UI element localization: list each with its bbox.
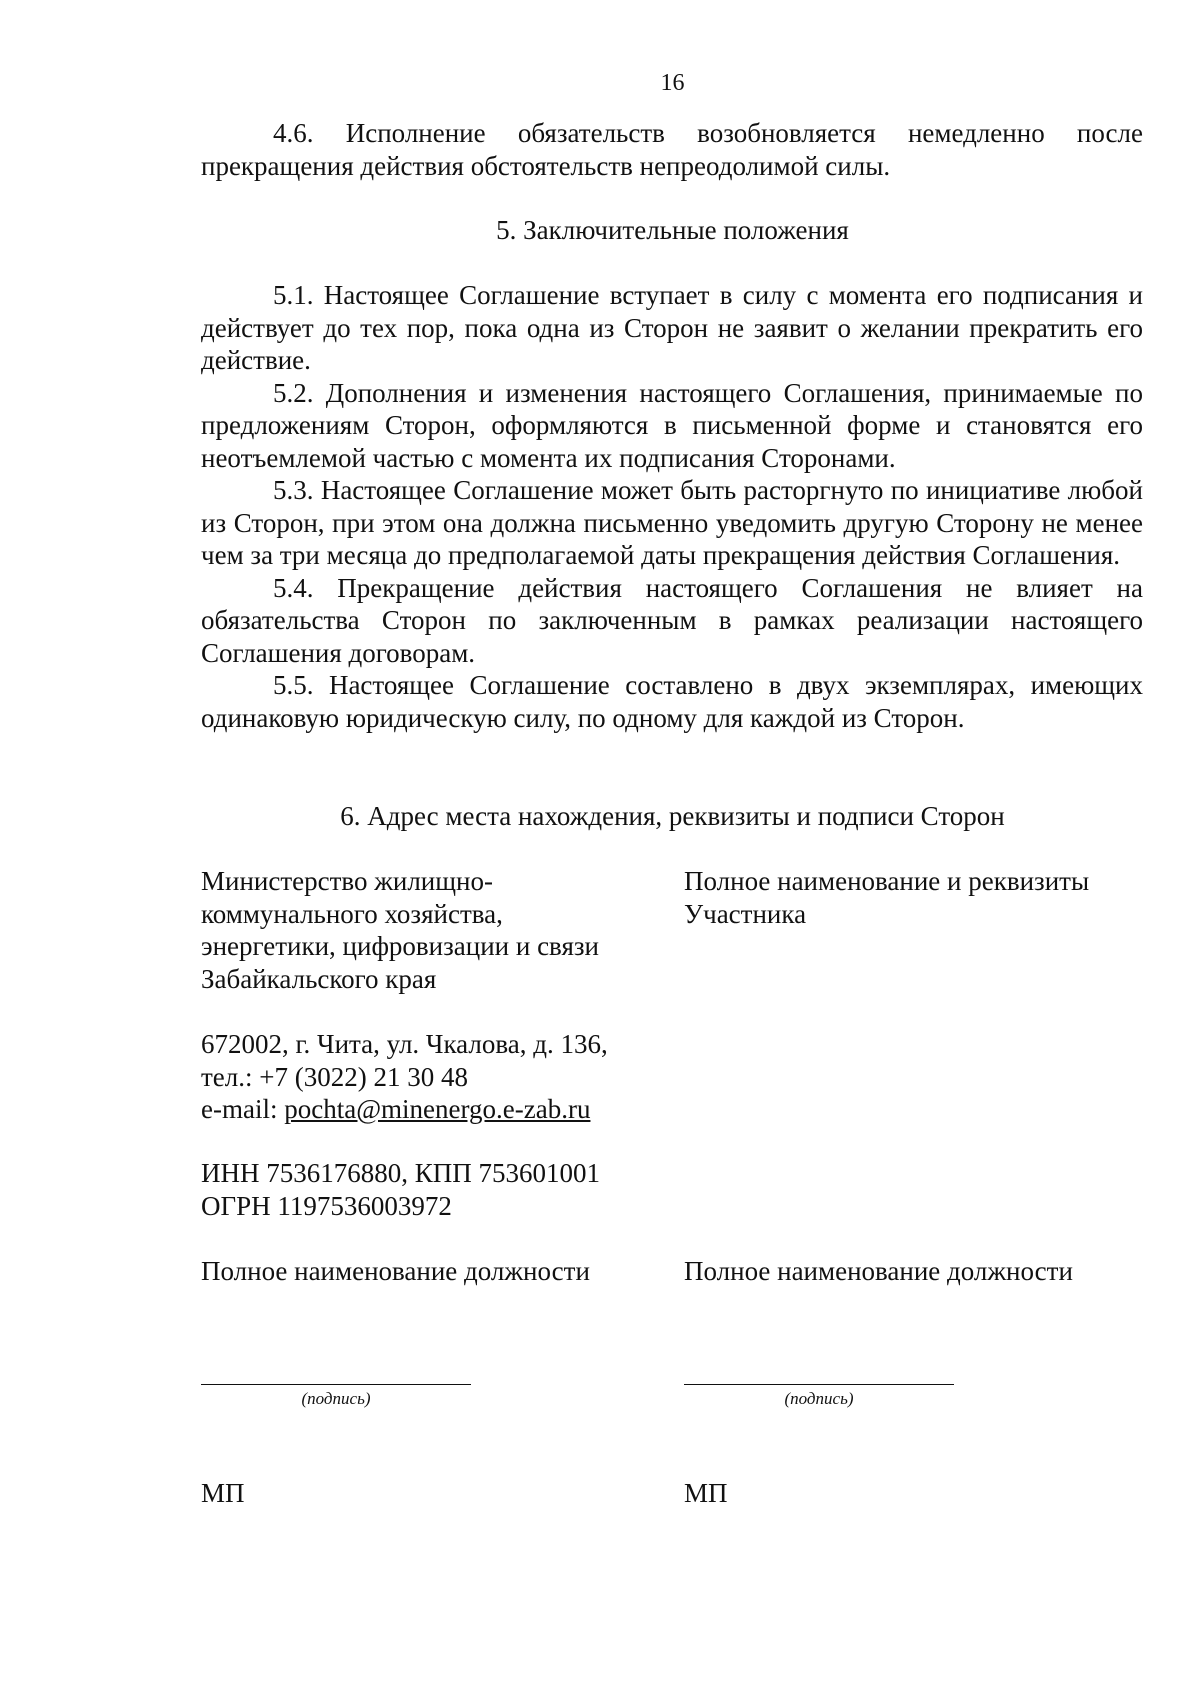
- ministry-address: 672002, г. Чита, ул. Чкалова, д. 136,: [201, 1029, 608, 1059]
- ministry-email-row: [201, 1093, 641, 1126]
- right-signature-caption: (подпись): [784, 1389, 854, 1408]
- ministry-name-line-3: энергетики, цифровизации и связи: [201, 931, 599, 961]
- ministry-inn-kpp: ИНН 7536176880, КПП 753601001: [201, 1158, 601, 1188]
- section-6-heading: 6. Адрес места нахождения, реквизиты и подписи Сторон: [340, 801, 1005, 831]
- participant-details: [684, 865, 1144, 930]
- ministry-contacts: [201, 1028, 641, 1126]
- ministry-name-line-4: Забайкальского края: [201, 963, 437, 994]
- participant-name-line-2: Участника: [684, 898, 807, 929]
- ministry-name-line-2: коммунального хозяйства,: [201, 898, 503, 929]
- participant-name-line-1: Полное наименование и реквизиты: [684, 866, 1090, 896]
- ministry-name-line-1: Министерство жилищно-: [201, 866, 493, 896]
- left-stamp-place: МП: [201, 1478, 245, 1508]
- ministry-email-link[interactable]: pochta@minenergo.e-zab.ru: [284, 1094, 591, 1124]
- paragraph-5-1: 5.1. Настоящее Соглашение вступает в силу с момента его подписания и действует до тех пор, пока одна из Сторон не заявит о желании прекратить его действие.: [201, 280, 1143, 375]
- right-position: [684, 1255, 1144, 1288]
- left-position-label: Полное наименование должности: [201, 1256, 590, 1286]
- paragraph-5-3: 5.3. Настоящее Соглашение может быть расторгнуто по инициативе любой из Сторон, при этом она должна письменно уведомить другую Сторону не менее чем за три месяца до предполагаемой даты прекращения действия Соглашения.: [201, 475, 1143, 570]
- section-5-body: [201, 279, 1143, 734]
- left-signature-line: [201, 1384, 471, 1385]
- email-label: e-mail:: [201, 1094, 285, 1124]
- ministry-phone: тел.: +7 (3022) 21 30 48: [201, 1061, 468, 1092]
- paragraph-5-2: 5.2. Дополнения и изменения настоящего Соглашения, принимаемые по предложениям Сторон, оформляются в письменной форме и становятся его неотъемлемой частью с момента их подписания Сторонами.: [201, 377, 1143, 473]
- ministry-details: [201, 865, 641, 995]
- left-signature-caption: (подпись): [301, 1389, 371, 1408]
- ministry-registration: [201, 1157, 641, 1222]
- page-number: 16: [660, 70, 685, 96]
- right-stamp-place: МП: [684, 1478, 728, 1508]
- paragraph-4-6-block: [201, 117, 1143, 182]
- left-position: [201, 1255, 641, 1288]
- paragraph-4-6: 4.6. Исполнение обязательств возобновляется немедленно после прекращения действия обстоятельств непреодолимой силы.: [201, 118, 1143, 181]
- right-position-label: Полное наименование должности: [684, 1256, 1073, 1286]
- ministry-ogrn: ОГРН 1197536003972: [201, 1190, 452, 1221]
- right-signature-line: [684, 1384, 954, 1385]
- paragraph-5-4: 5.4. Прекращение действия настоящего Соглашения не влияет на обязательства Сторон по заключенным в рамках реализации настоящего Соглашения договорам.: [201, 572, 1143, 668]
- section-5-heading: 5. Заключительные положения: [496, 215, 849, 245]
- paragraph-5-5: 5.5. Настоящее Соглашение составлено в двух экземплярах, имеющих одинаковую юридическую силу, по одному для каждой из Сторон.: [201, 670, 1143, 733]
